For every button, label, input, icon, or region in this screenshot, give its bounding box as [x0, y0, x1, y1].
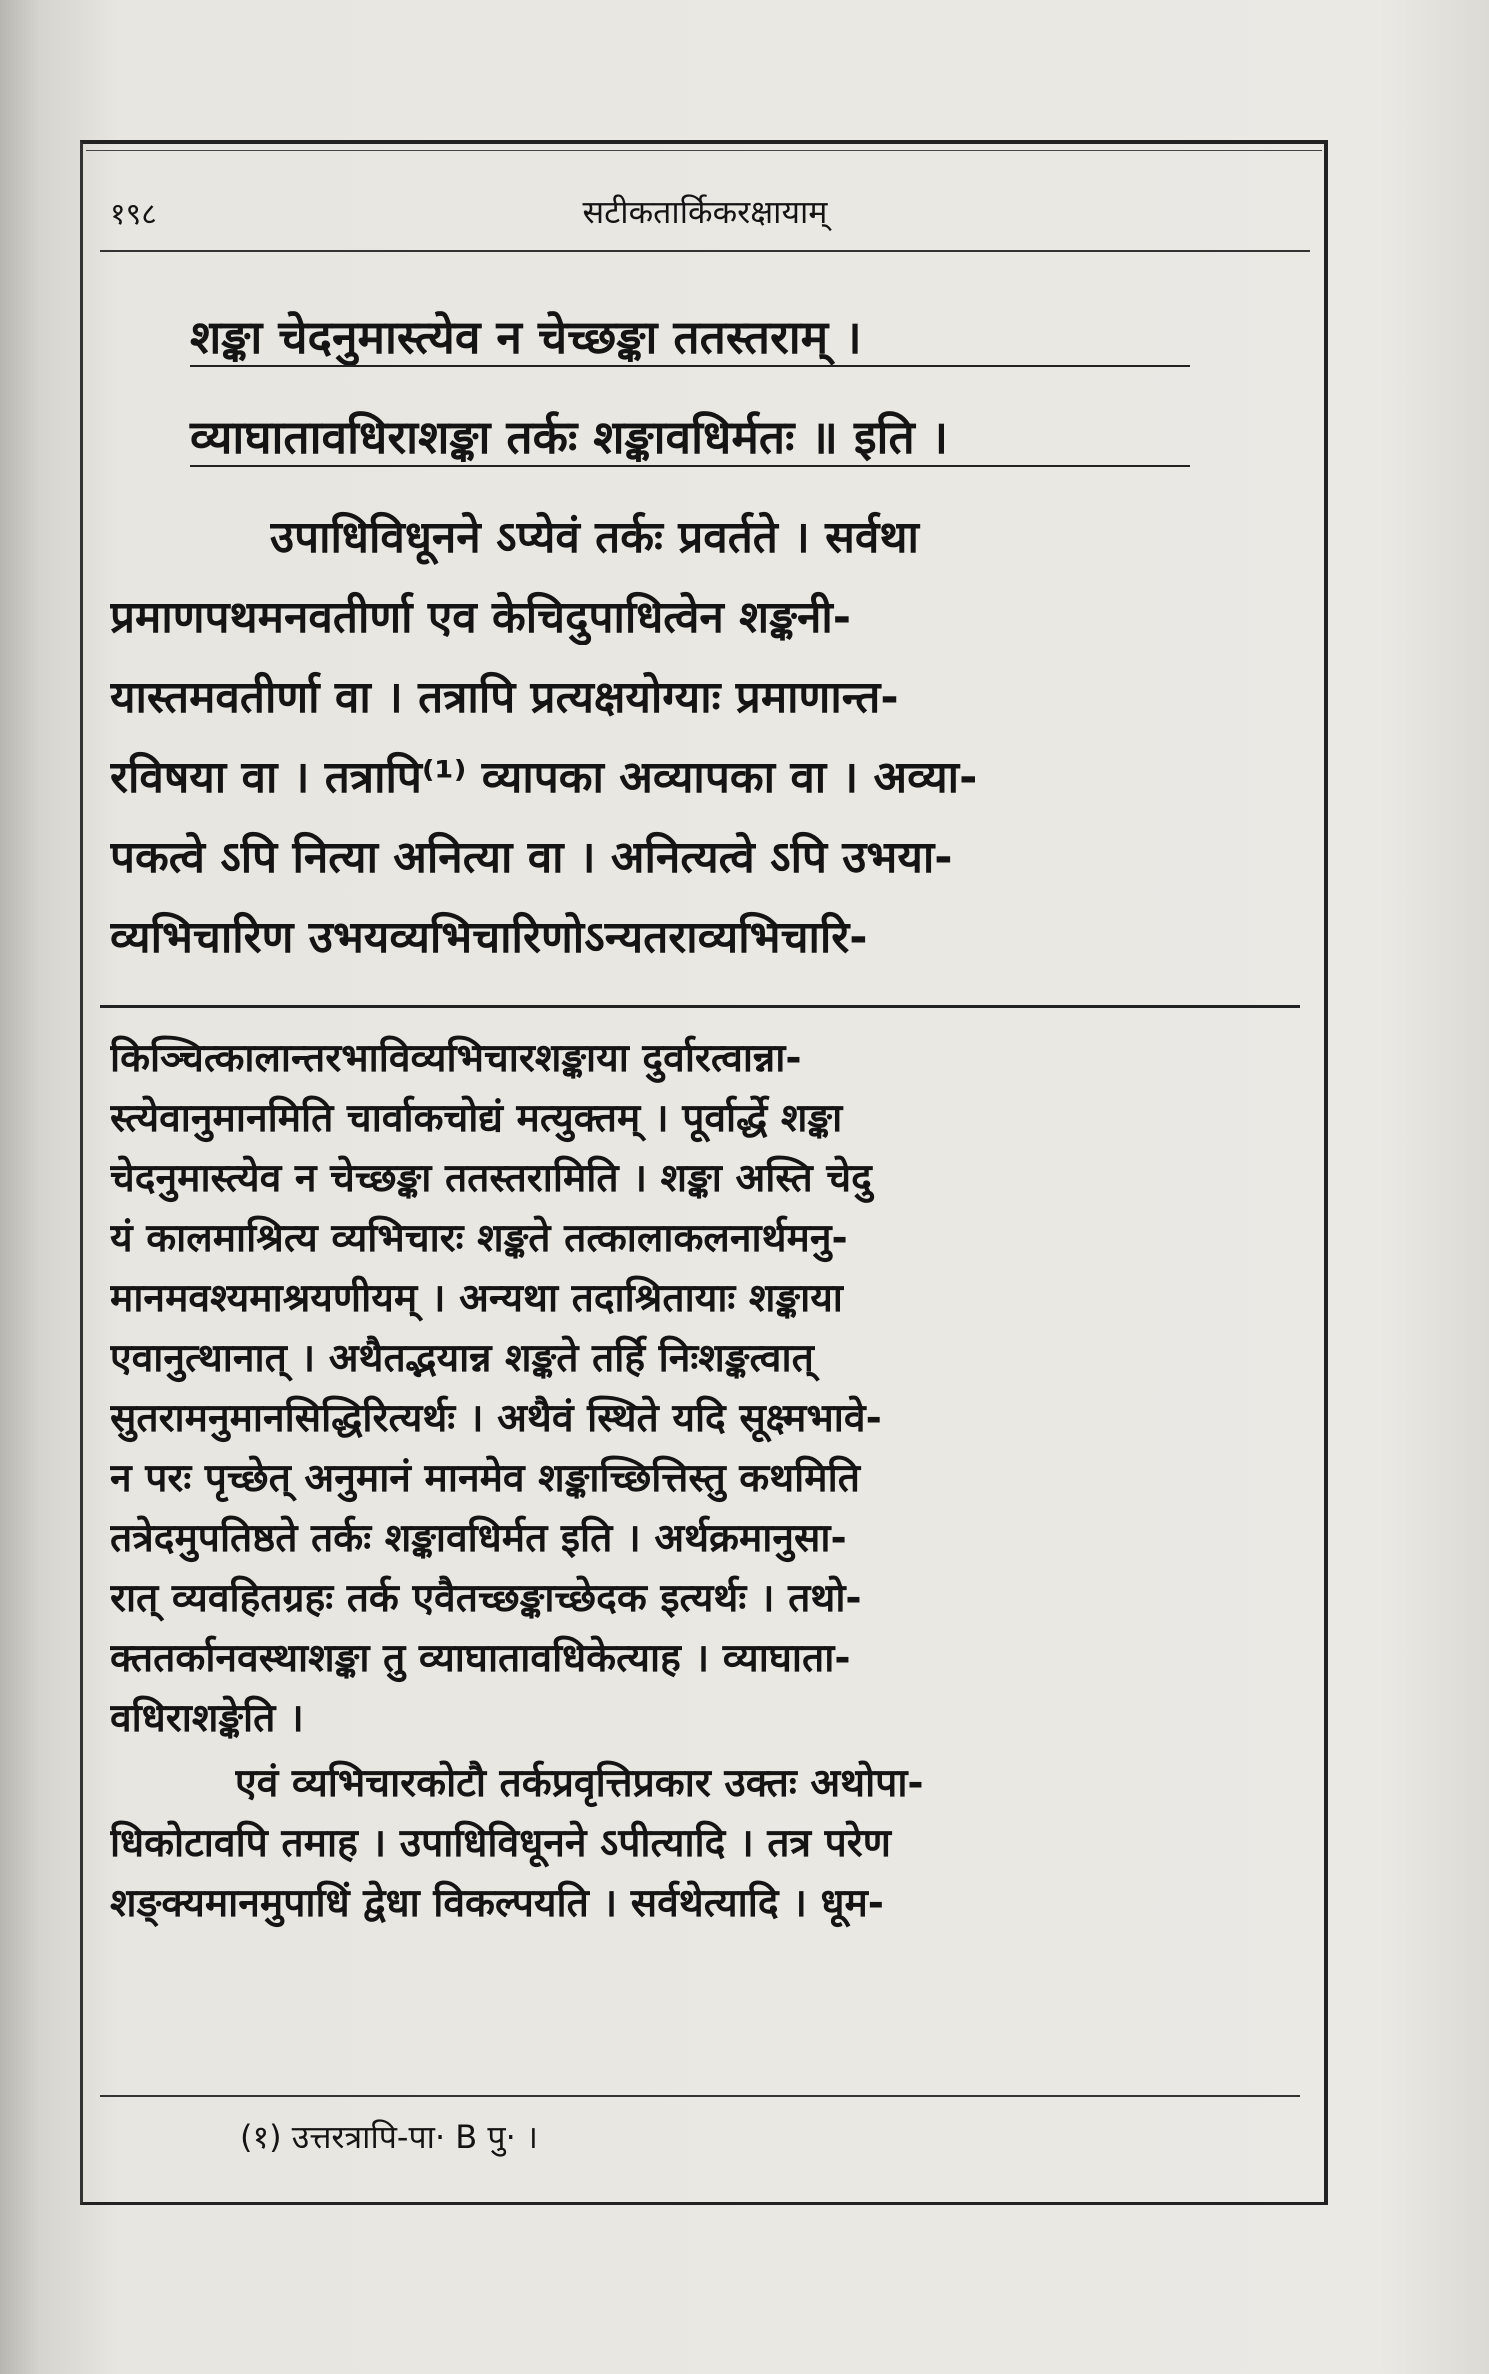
- commentary-line-15: शङ्क्यमानमुपाधिं द्वेधा विकल्पयति । सर्वथेत्यादि । धूम-: [110, 1881, 884, 1926]
- commentary-line-3: चेदनुमास्त्येव न चेच्छङ्का ततस्तरामिति । शङ्का अस्ति चेदु: [110, 1156, 872, 1201]
- commentary-line-9: तत्रेदमुपतिष्ठते तर्कः शङ्कावधिर्मत इति । अर्थक्रमानुसा-: [110, 1516, 847, 1561]
- gutter-bleed-through: [6, 300, 66, 420]
- commentary-line-4: यं कालमाश्रित्य व्यभिचारः शङ्कते तत्कालाकलनार्थमनु-: [110, 1216, 848, 1261]
- commentary-line-14: धिकोटावपि तमाह । उपाधिविधूनने ऽपीत्यादि । तत्र परेण: [110, 1821, 891, 1866]
- verse-line-2: व्याघातावधिराशङ्का तर्कः शङ्कावधिर्मतः ॥ इति ।: [190, 410, 949, 464]
- body-line-5: पकत्वे ऽपि नित्या अनित्या वा । अनित्यत्वे ऽपि उभया-: [110, 832, 953, 883]
- footnote: (१) उत्तरत्रापि-पा· B पु· ।: [240, 2118, 539, 2156]
- commentary-line-6: एवानुत्थानात् । अथैतद्भयान्न शङ्कते तर्हि निःशङ्कत्वात्: [110, 1336, 814, 1381]
- body-line-1: उपाधिविधूनने ऽप्येवं तर्कः प्रवर्तते । सर्वथा: [270, 512, 919, 563]
- commentary-line-7: सुतरामनुमानसिद्धिरित्यर्थः । अथैवं स्थिते यदि सूक्ष्मभावे-: [110, 1396, 882, 1441]
- text-commentary-divider: [100, 1005, 1300, 1008]
- commentary-line-13: एवं व्यभिचारकोटौ तर्कप्रवृत्तिप्रकार उक्तः अथोपा-: [235, 1761, 924, 1806]
- verse-underline-2: [190, 465, 1190, 467]
- body-line-2: प्रमाणपथमनवतीर्णा एव केचिदुपाधित्वेन शङ्कनी-: [110, 592, 852, 643]
- commentary-line-8: न परः पृच्छेत् अनुमानं मानमेव शङ्काच्छित्तिस्तु कथमिति: [110, 1456, 860, 1501]
- commentary-line-5: मानमवश्यमाश्रयणीयम् । अन्यथा तदाश्रितायाः शङ्काया: [110, 1276, 843, 1321]
- commentary-line-12: वधिराशङ्केति ।: [110, 1696, 304, 1741]
- commentary-line-11: क्ततर्कानवस्थाशङ्का तु व्याघातावधिकेत्याह । व्याघाता-: [110, 1636, 851, 1681]
- body-line-4: रविषया वा । तत्रापि⁽¹⁾ व्यापका अव्यापका वा । अव्या-: [110, 752, 978, 803]
- body-line-6: व्यभिचारिण उभयव्यभिचारिणोऽन्यतराव्यभिचारि-: [110, 912, 868, 963]
- commentary-line-2: स्त्येवानुमानमिति चार्वाकचोद्यं मत्युक्तम् । पूर्वार्द्धे शङ्का: [110, 1096, 843, 1141]
- commentary-line-1: किञ्चित्कालान्तरभाविव्यभिचारशङ्काया दुर्वारत्वान्ना-: [110, 1036, 802, 1081]
- body-line-3: यास्तमवतीर्णा वा । तत्रापि प्रत्यक्षयोग्याः प्रमाणान्त-: [110, 672, 899, 723]
- verse-line-1: शङ्का चेदनुमास्त्येव न चेच्छङ्का ततस्तराम् ।: [190, 310, 862, 364]
- header-rule: [100, 250, 1310, 252]
- commentary-line-10: रात् व्यवहितग्रहः तर्क एवैतच्छङ्काच्छेदक इत्यर्थः । तथो-: [110, 1576, 862, 1621]
- frame-inner-rule: [86, 150, 1322, 151]
- running-title: सटीकतार्किकरक्षायाम्: [582, 193, 828, 231]
- verse-underline-1: [190, 365, 1190, 367]
- page-number: १९८: [110, 197, 157, 232]
- footnote-rule: [100, 2095, 1300, 2097]
- page-header: [100, 190, 1310, 240]
